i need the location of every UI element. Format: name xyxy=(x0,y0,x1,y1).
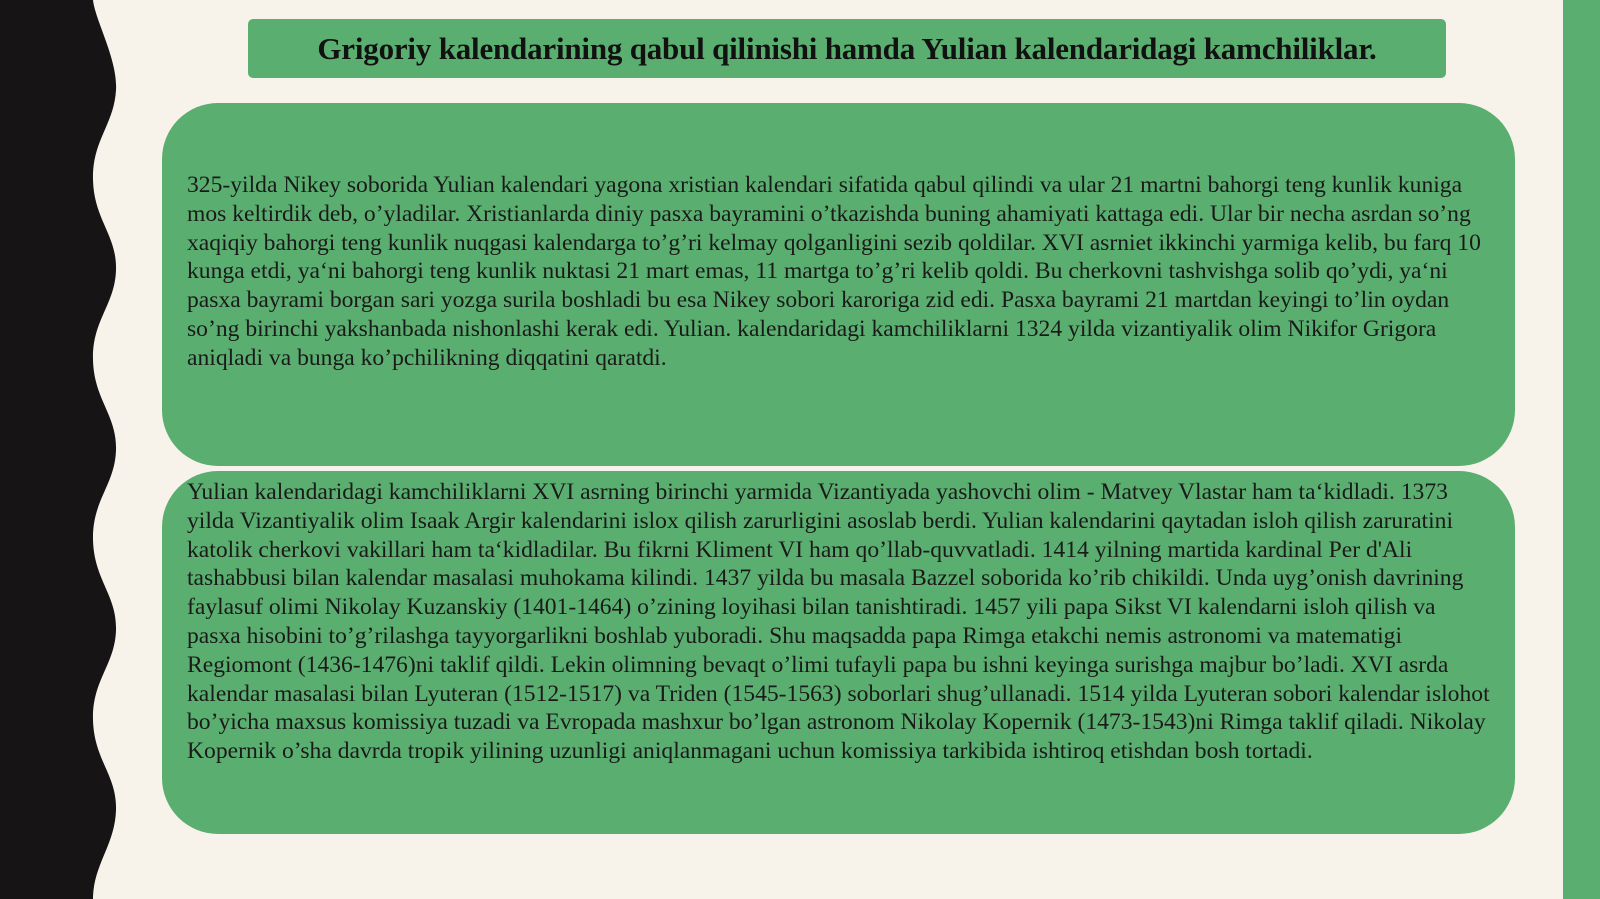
paragraph-2: Yulian kalendaridagi kamchiliklarni XVI asrning birinchi yarmida Vizantiyada yashovchi olim - Matvey Vlastar ham ta‘kidladi. 1373 yilda Vizantiyalik olim Isaak Argir kalendarini islox qilish zarurligini asoslab berdi. Yulian kalendarini qaytadan isloh qilish zaruratini katolik cherkovi vakillari ham ta‘kidladilar. Bu fikrni Kliment VI ham qo’llab-quvvatladi. 1414 yilning martida kardinal Per d'Ali tashabbusi bilan kalendar masalasi muhokama kilindi. 1437 yilda bu masala Bazzel soborida ko’rib chikildi. Unda uyg’onish davrining faylasuf olimi Nikolay Kuzanskiy (1401-1464) o’zining loyihasi bilan tanishtiradi. 1457 yili papa Sikst VI kalendarni isloh qilish va pasxa hisobini to’g’rilashga tayyorgarliknі boshlab yuboradi. Shu maqsadda papa Rimga etakchi nemis astronomi va matematigi Regiomont (1436-1476)ni taklif qildi. Lekin olimning bevaqt o’limi tufayli papa bu ishni keyinga surishga majbur bo’ladi. XVI asrda kalendar masalasi bilan Lyuteran (1512-1517) va Triden (1545-1563) soborlari shug’ullanadi. 1514 yilda Lyuteran sobori kalendar islohot bo’yicha maxsus komissiya tuzadi va Evropada mashxur bo’lgan astronom Nikolay Kopernik (1473-1543)ni Rimga taklif qiladi. Nikolay Kopernik o’sha davrda tropik yilining uzunligi aniqlanmagani uchun komissiya tarkibida ishtiroq etishdan bosh tortadi. xyxy=(187,479,1490,765)
text-panel-2 xyxy=(162,471,1515,834)
slide-title-box xyxy=(248,19,1446,78)
slide-title: Grigoriy kalendarining qabul qilinishi hamda Yulian kalendaridagi kamchiliklar. xyxy=(317,30,1377,66)
paragraph-1: 325-yilda Nikey soborida Yulian kalendari yagona xristian kalendari sifatida qabul qilindi va ular 21 martni bahorgi teng kunlik kuniga mos keltirdik deb, o’yladilar. Xristianlarda diniy pasxa bayramini o’tkazishda buning ahamiyati kattaga edi. Ular bir necha asrdan so’ng xaqiqiy bahorgi teng kunlik nuqgasi kalendarga to’g’ri kelmay qolganligini sezib qoldilar. XVI asrniet ikkinchi yarmiga kelib, bu farq 10 kunga etdi, ya‘ni bahorgi teng kunlik nuktasi 21 mart emas, 11 martga to’g’ri kelib qoldi. Bu cherkovni tashvishga solib qo’ydi, ya‘ni pasxa bayrami borgan sari yozga surila boshladi bu esa Nikey sobori karoriga zid edi. Pasxa bayrami 21 martdan keyingi to’lin oydan so’ng birinchi yakshanbada nishonlashi kerak edi. Yulian. kalendaridagi kamchiliklarni 1324 yilda vizantiyalik olim Nikifor Grigora aniqladi va bunga ko’pchilikning diqqatini qaratdi. xyxy=(187,172,1481,371)
wavy-dark-band-icon xyxy=(0,0,120,899)
text-panel-1 xyxy=(162,103,1515,466)
right-accent-strip xyxy=(1563,0,1600,899)
